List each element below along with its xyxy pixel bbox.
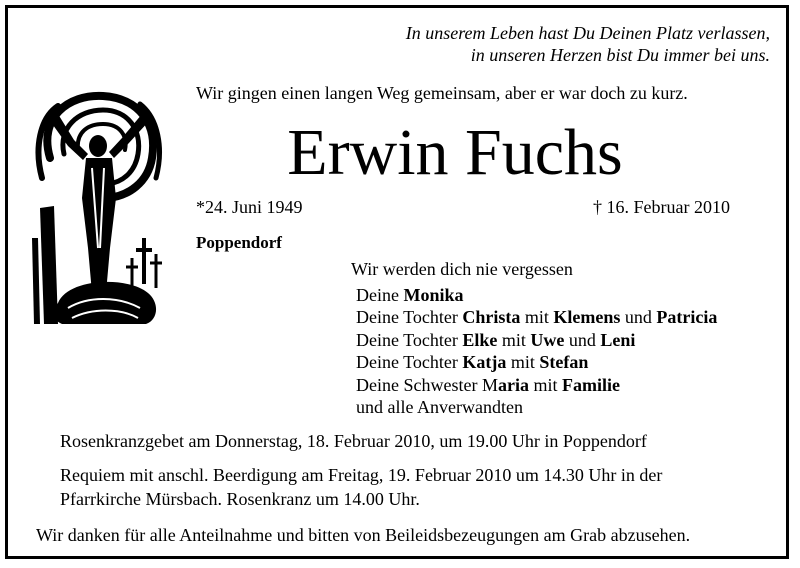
mourner-name: Elke bbox=[462, 329, 498, 350]
thanks-note: Wir danken für alle Anteilnahme und bitten von Beileidsbezeugungen am Grab abzusehen. bbox=[36, 525, 691, 545]
place-of-residence: Poppendorf bbox=[196, 233, 282, 252]
mourner-relation: Deine Schwester M bbox=[356, 374, 498, 395]
mourner-relation: mit bbox=[497, 329, 531, 350]
mourner-name: Katja bbox=[462, 352, 507, 373]
mourner-line bbox=[356, 329, 635, 351]
quote: Wir gingen einen langen Weg gemeinsam, aber er war doch zu kurz. bbox=[196, 83, 688, 103]
mourner-name: Patricia bbox=[656, 307, 718, 328]
mourner-relation: Deine Tochter bbox=[356, 352, 463, 373]
mourner-relation: mit bbox=[506, 352, 540, 373]
mourner-relation: und bbox=[564, 329, 601, 350]
mourner-relation: mit bbox=[528, 374, 562, 395]
mourner-line bbox=[356, 374, 620, 396]
mourner-relation: mit bbox=[520, 307, 554, 328]
mourner-name: Monika bbox=[403, 285, 464, 305]
rosary-info: Rosenkranzgebet am Donnerstag, 18. Februar 2010, um 19.00 Uhr in Poppendorf bbox=[60, 431, 647, 451]
mourner-relation: Deine Tochter bbox=[356, 307, 463, 328]
birth-date: *24. Juni 1949 bbox=[196, 197, 303, 217]
mourner-name: Familie bbox=[561, 374, 620, 395]
requiem-info-line-2: Pfarrkirche Mürsbach. Rosenkranz um 14.00 Uhr. bbox=[60, 489, 420, 509]
mourner-name: Christa bbox=[462, 307, 521, 328]
death-date: † 16. Februar 2010 bbox=[593, 197, 730, 217]
motto-line-2: in unseren Herzen bist Du immer bei uns. bbox=[470, 45, 770, 65]
motto-line-1: In unserem Leben hast Du Deinen Platz verlassen, bbox=[405, 23, 770, 43]
mourner-relation: und alle Anverwandten bbox=[356, 397, 523, 417]
mourners-intro: Wir werden dich nie vergessen bbox=[351, 259, 573, 279]
mourner-name: aria bbox=[497, 374, 529, 395]
mourner-relation: Deine Tochter bbox=[356, 329, 463, 350]
mourner-relation: Deine bbox=[356, 285, 404, 305]
requiem-info-line-1: Requiem mit anschl. Beerdigung am Freitag, 19. Februar 2010 um 14.30 Uhr in der bbox=[60, 465, 663, 485]
mourner-line bbox=[356, 306, 717, 328]
mourner-name: Uwe bbox=[530, 329, 565, 350]
mourner-relation: und bbox=[620, 307, 657, 328]
mourner-name: Leni bbox=[600, 329, 636, 350]
mourner-name: Stefan bbox=[539, 352, 589, 373]
mourner-name: Klemens bbox=[553, 307, 621, 328]
deceased-name: Erwin Fuchs bbox=[287, 116, 623, 189]
mourner-line bbox=[356, 396, 523, 418]
mourner-line bbox=[356, 351, 588, 373]
mourner-line bbox=[356, 284, 464, 306]
